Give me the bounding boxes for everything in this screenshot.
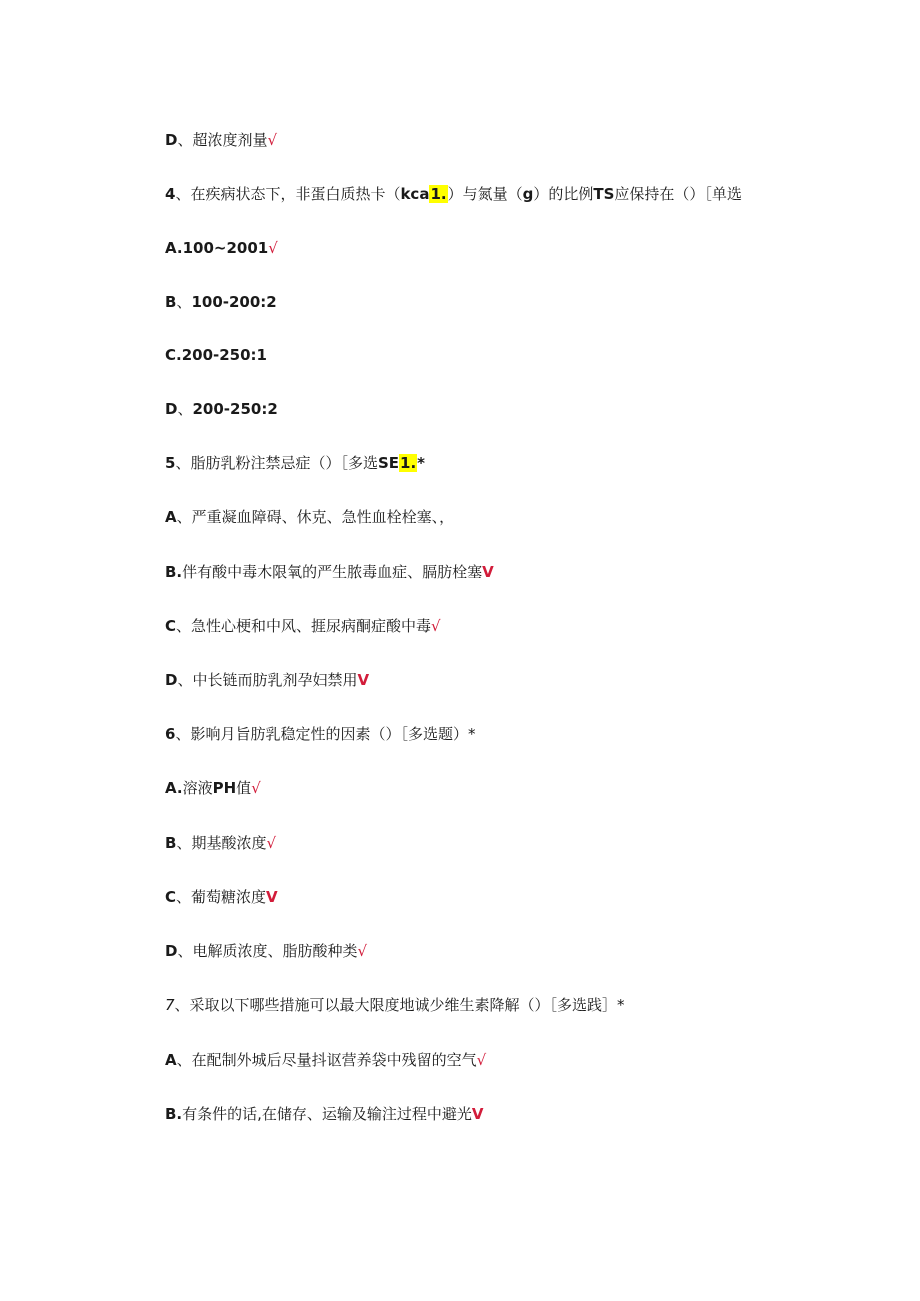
option-line: B.伴有酸中毒木限氧的严生脓毒血症、膈肪栓塞V <box>165 563 494 581</box>
check-mark: √ <box>266 834 277 852</box>
option-line: A.溶液PH值√ <box>165 779 261 797</box>
option-line: A.100~2001√ <box>165 239 278 257</box>
check-mark: √ <box>476 1051 487 1069</box>
option-line: D、超浓度剂量√ <box>165 131 278 149</box>
check-mark: √ <box>357 942 368 960</box>
option-line: D、电解质浓度、脂肪酸种类√ <box>165 942 368 960</box>
check-mark: √ <box>268 239 278 257</box>
option-line: D、200-250:2 <box>165 400 278 418</box>
check-mark: V <box>471 1105 484 1123</box>
option-line: C、葡萄糖浓度V <box>165 888 278 906</box>
option-line: A、严重凝血障碍、休克、急性血栓栓塞、， <box>165 508 455 526</box>
question-line: 6、影响月旨肪乳稳定性的因素（）［多选题）* <box>165 725 476 743</box>
option-line: B、期基酸浓度√ <box>165 834 277 852</box>
option-line: C.200-250:1 <box>165 346 267 364</box>
check-mark: √ <box>251 779 261 797</box>
check-mark: V <box>482 563 494 581</box>
option-line: B、100-200:2 <box>165 293 277 311</box>
check-mark: V <box>357 671 370 689</box>
question-line: 5、脂肪乳粉注禁忌症（）［多选SE1.* <box>165 454 426 472</box>
option-line: C、急性心梗和中风、捱尿病酮症酸中毒√ <box>165 617 441 635</box>
question-line: 4、在疾病状态下，非蛋白质热卡（kca1.）与氮量（g）的比例TS应保持在（）［单选 <box>165 185 742 203</box>
option-line: B.有条件的话,在储存、运输及输注过程中避光V <box>165 1105 484 1123</box>
check-mark: V <box>266 888 278 906</box>
highlighted-text: 1. <box>400 454 417 472</box>
option-line: A、在配制外城后尽量抖讴营养袋中残留的空气√ <box>165 1051 487 1069</box>
check-mark: √ <box>267 131 278 149</box>
question-line: 7、采取以下哪些措施可以最大限度地诚少维生素降解（）［多选践］* <box>165 996 625 1014</box>
option-line: D、中长链而肪乳剂孕妇禁用V <box>165 671 370 689</box>
highlighted-text: 1. <box>430 185 447 203</box>
check-mark: √ <box>431 617 441 635</box>
